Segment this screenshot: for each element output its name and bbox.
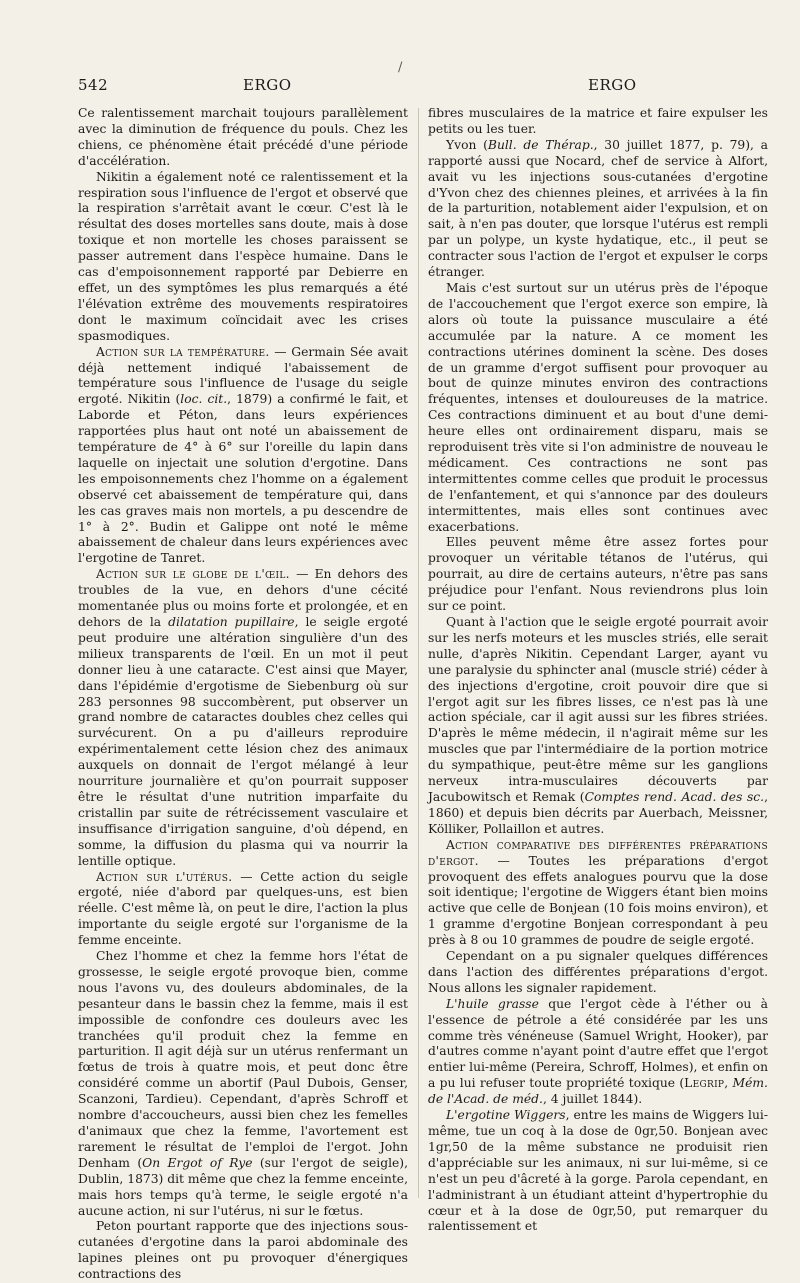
citation: loc. cit.: [180, 392, 228, 407]
emphasis: L'huile grasse: [446, 996, 539, 1011]
paragraph: L'huile grasse que l'ergot cède à l'éther ou à l'essence de pétrole a été considérée par les uns comme très vénéneuse (Samuel Wright, Hooker), par d'autres comme n'ayant point d'autre effet que l'ergot entier lui-même (Pereira, Schroff, Holmes), et enfin on a pu lui refuser toute propriété toxique (Legrip, Mém. de l'Acad. de méd., 4 juillet 1844).: [428, 996, 769, 1107]
page-mark: /: [398, 60, 403, 75]
paragraph: Yvon (Bull. de Thérap., 30 juillet 1877, p. 79), a rapporté aussi que Nocard, chef de service à Alfort, avait vu les injections sous-cutanées d'ergotine d'Yvon chez des chiennes pleines, et arrivées à la fin de la parturition, notablement aider l'expulsion, et on sait, à n'en pas douter, que lorsque l'utérus est rempli par un polype, un kyste hydatique, etc., il peut se contracter sous l'action de l'ergot et expulser le corps étranger.: [428, 137, 768, 280]
right-column: [428, 106, 769, 1234]
paragraph: Mais c'est surtout sur un utérus près de l'époque de l'accouchement que l'ergot exerce son empire, là alors où toute la puissance musculaire a été accumulée par la nature. A ce moment les contractions utérines dominent la scène. Des doses de un gramme d'ergot suffisent pour provoquer au bout de quinze minutes environ des contractions fréquentes, intenses et douloureuses de la matrice. Ces contractions diminuent et au bout d'une demi-heure elles ont ordinairement disparu, mais se reproduisent très vite si l'on administre de nouveau le médicament. Ces contractions ne sont pas intermittentes comme celles que produit le processus de l'enfantement, et qui s'annonce par des douleurs intermittentes, mais elles sont continues avec exacerbations.: [428, 280, 768, 534]
paragraph: Peton pourtant rapporte que des injections sous-cutanées d'ergotine dans la paroi abdominale des lapines pleines ont pu provoquer d'énergiques contractions des: [78, 1219, 408, 1282]
paragraph: Action comparative des différentes préparations d'ergot. — Toutes les préparations d'ergot provoquent des effets analogues pourvu que la dose soit identique; l'ergotine de Wiggers étant bien moins active que celle de Bonjean (10 fois moins environ), et 1 gramme d'ergotine Bonjean correspondant à peu près à 8 ou 10 grammes de poudre de seigle ergoté.: [428, 837, 768, 948]
running-header: [78, 76, 772, 100]
paragraph: Action sur l'utérus. — Cette action du seigle ergoté, niée d'abord par quelques-uns, est bien réelle. C'est même là, on peut le dire, l'action la plus importante du seigle ergoté sur l'organisme de la femme enceinte.: [78, 869, 408, 948]
paragraph: Chez l'homme et chez la femme hors l'état de grossesse, le seigle ergoté provoque bien, comme nous l'avons vu, des douleurs abdominales, de la pesanteur dans le bassin chez la femme, mais il est impossible de confondre ces douleurs avec les tranchées qu'il produit chez la femme en parturition. Il agit déjà sur un utérus renfermant un fœtus de trois à quatre mois, et peut donc être considéré comme un abortif (Paul Dubois, Genser, Scanzoni, Tardieu). Cependant, d'après Schroff et nombre d'accoucheurs, aussi bien chez les femelles d'animaux que chez la femme, l'avortement est rarement le résultat de l'emploi de l'ergot. John Denham (On Ergot of Rye (sur l'ergot de seigle), Dublin, 1873) dit même que chez la femme enceinte, mais hors temps qu'à terme, le seigle ergoté n'a aucune action, ni sur l'utérus, ni sur le fœtus.: [78, 949, 408, 1218]
paragraph: Nikitin a également noté ce ralentissement et la respiration sous l'influence de l'ergot et observé que la respiration s'arrêtait avant le cœur. C'est là le résultat des doses mortelles sans doute, mais à dose toxique et non mortelle les choses paraissent se passer autrement dans l'espèce humaine. Dans le cas d'empoisonnement rapporté par Debierre en effet, un des symptômes les plus remarqués a été l'élévation extrême des mouvements respiratoires dont le maximum coïncidait avec les crises spasmodiques.: [78, 169, 408, 343]
section-heading: Action sur le globe de l'œil.: [96, 567, 290, 582]
paragraph: L'ergotine Wiggers, entre les mains de Wiggers lui-même, tue un coq à la dose de 0gr,50. Bonjean avec 1gr,50 de la même substance ne produisit rien d'appréciable sur les animaux, ni sur lui-même, si ce n'est un peu d'âcreté à la gorge. Parola cependant, en l'administrant à un étudiant atteint d'hypertrophie du cœur et à la dose de 0gr,50, put remarquer du ralentissement et: [428, 1108, 768, 1234]
column-divider: [418, 108, 419, 1198]
paragraph: Quant à l'action que le seigle ergoté pourrait avoir sur les nerfs moteurs et les muscles striés, elle serait nulle, d'après Nikitin. Cependant Larger, ayant vu une paralysie du sphincter anal (muscle strié) céder à des injections d'ergotine, croit pouvoir dire que si l'ergot agit sur les fibres lisses, ce n'est pas là une action spéciale, car il agit aussi sur les fibres striées. D'après le même médecin, il n'agirait même sur les muscles que par l'intermédiaire de la portion motrice du sympathique, peut-être même sur les ganglions nerveux intra-musculaires découverts par Jacubowitsch et Remak (Comptes rend. Acad. des sc., 1860) et depuis bien décrits par Auerbach, Meissner, Kölliker, Pollaillon et autres.: [428, 615, 768, 836]
citation: Comptes rend. Acad. des sc.: [584, 789, 765, 804]
paragraph: Elles peuvent même être assez fortes pour provoquer un véritable tétanos de l'utérus, qui pourrait, au dire de certains auteurs, n'être pas sans préjudice pour l'enfant. Nous reviendrons plus loin sur ce point.: [428, 535, 768, 614]
left-column: [78, 106, 408, 1282]
citation: On Ergot of Rye: [142, 1155, 253, 1170]
paragraph: Action sur le globe de l'œil. — En dehors des troubles de la vue, en dehors d'une cécité momentanée plus ou moins forte et prolongée, et en dehors de la dilatation pupillaire, le seigle ergoté peut produire une altération singulière d'un des milieux transparents de l'œil. En un mot il peut donner lieu à une cataracte. C'est ainsi que Mayer, dans l'épidémie d'ergotisme de Siebenburg où sur 283 personnes 98 succombèrent, put observer un grand nombre de cataractes doubles chez celles qui survécurent. On a pu d'ailleurs reproduire expérimentalement cette lésion chez des animaux auxquels on donnait de l'ergot mélangé à leur nourriture journalière et qu'on pourrait supposer être le résultat d'une nutrition imparfaite du cristallin par suite de rétrécissement vasculaire et insuffisance d'irrigation sanguine, d'où dépend, en somme, la diffusion du plasma qui va nourrir la lentille optique.: [78, 567, 408, 868]
section-heading: Action sur la température.: [96, 344, 270, 359]
paragraph: Ce ralentissement marchait toujours parallèlement avec la diminution de fréquence du pouls. Chez les chiens, ce phénomène était précédé d'une période d'accélération.: [78, 106, 408, 168]
section-heading: Action sur l'utérus.: [96, 869, 233, 884]
citation: Bull. de Thérap.: [487, 137, 594, 152]
citation: Mém. de l'Acad. de méd.: [428, 1076, 768, 1107]
right-running-title: ERGO: [588, 76, 637, 94]
emphasis: dilatation pupillaire: [168, 615, 295, 629]
page-number: 542: [78, 76, 109, 94]
paragraph: Action sur la température. — Germain Sée avait déjà nettement indiqué l'abaissement de température sous l'influence de l'usage du seigle ergoté. Nikitin (loc. cit., 1879) a confirmé le fait, et Laborde et Péton, dans leurs expériences rapportées plus haut ont noté un abaissement de température de 4° à 6° sur l'oreille du lapin dans laquelle on injectait une solution d'ergotine. Dans les empoisonnements chez l'homme on a également observé cet abaissement de température qui, dans les cas graves mais non mortels, a pu descendre de 1° à 2°. Budin et Galippe ont noté le même abaissement de chaleur dans leurs expériences avec l'ergotine de Tanret.: [78, 344, 408, 566]
section-heading: Action comparative des différentes préparations d'ergot.: [428, 837, 768, 868]
paragraph: fibres musculaires de la matrice et faire expulser les petits ou les tuer.: [428, 106, 768, 136]
emphasis: L'ergotine Wiggers: [446, 1108, 566, 1123]
paragraph: Cependant on a pu signaler quelques différences dans l'action des différentes préparations d'ergot. Nous allons les signaler rapidement.: [428, 949, 768, 995]
author-name: Legrip: [684, 1076, 725, 1091]
left-running-title: ERGO: [243, 76, 292, 94]
